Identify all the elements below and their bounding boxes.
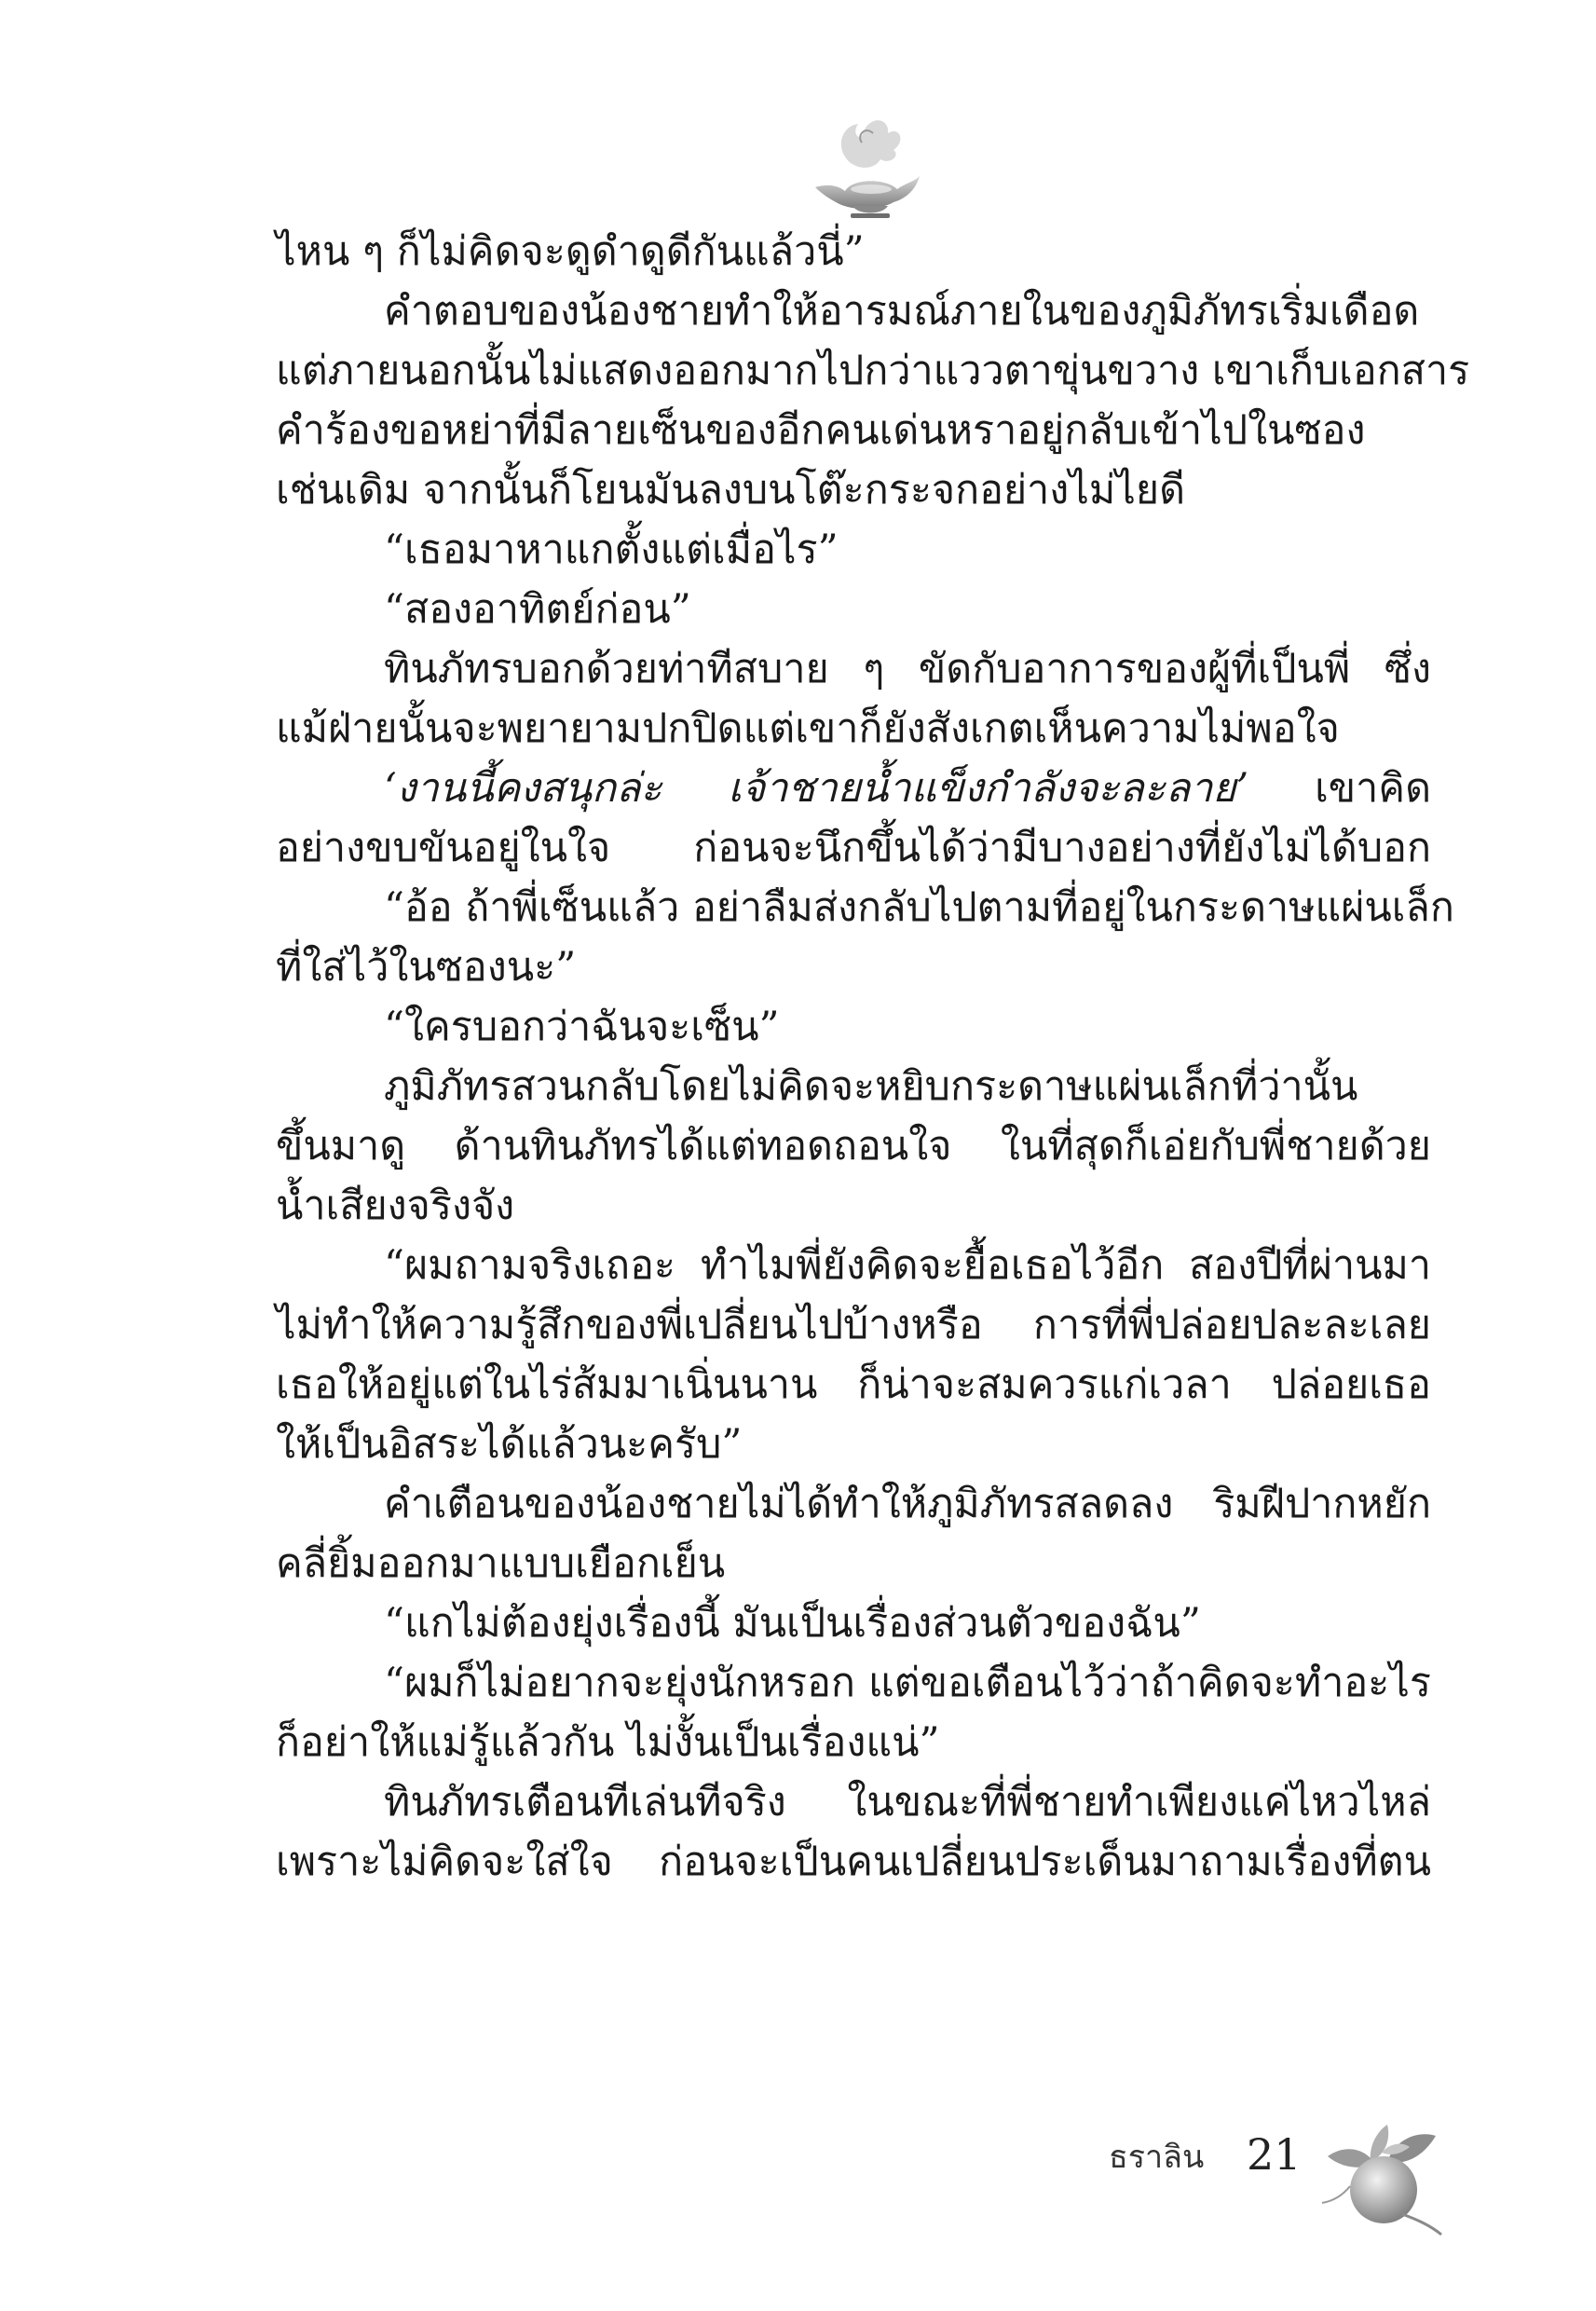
italic-thought: ‘งานนี้คงสนุกล่ะ เจ้าชายน้ำแข็งกำลังจะละลาย’ [384, 765, 1249, 812]
text-line: “ผมถามจริงเถอะ ทำไมพี่ยังคิดจะยื้อเธอไว้อีก สองปีที่ผ่านมา [384, 1242, 1431, 1289]
text-line: ทินภัทรเตือนทีเล่นทีจริง ในขณะที่พี่ชายทำเพียงแค่ไหวไหล่ [384, 1779, 1431, 1826]
text-line: เช่นเดิม จากนั้นก็โยนมันลงบนโต๊ะกระจกอย่างไม่ไยดี [276, 467, 1186, 513]
text-line: ขึ้นมาดู ด้านทินภัทรได้แต่ทอดถอนใจ ในที่สุดก็เอ่ยกับพี่ชายด้วย [276, 1123, 1431, 1169]
text-line: ก็อย่าให้แม่รู้แล้วกัน ไม่งั้นเป็นเรื่องแน่” [276, 1719, 940, 1766]
text-line: คลี่ยิ้มออกมาแบบเยือกเย็น [276, 1540, 726, 1587]
text-line: เพราะไม่คิดจะใส่ใจ ก่อนจะเป็นคนเปลี่ยนประเด็นมาถามเรื่องที่ตน [276, 1839, 1431, 1885]
text-line: เธอให้อยู่แต่ในไร่ส้มมาเนิ่นนาน ก็น่าจะสมควรแก่เวลา ปล่อยเธอ [276, 1361, 1431, 1408]
text-line: “เธอมาหาแกตั้งแต่เมื่อไร” [384, 526, 839, 573]
text-line: ภูมิภัทรสวนกลับโดยไม่คิดจะหยิบกระดาษแผ่นเล็กที่ว่านั้น [384, 1063, 1358, 1110]
text-line: ให้เป็นอิสระได้แล้วนะครับ” [276, 1421, 743, 1468]
text-line: ทินภัทรบอกด้วยท่าทีสบาย ๆ ขัดกับอาการของผู้ที่เป็นพี่ ซึ่ง [384, 646, 1431, 692]
text-line: แต่ภายนอกนั้นไม่แสดงออกมากไปกว่าแววตาขุ่นขวาง เขาเก็บเอกสาร [276, 348, 1470, 394]
text-line: “แกไม่ต้องยุ่งเรื่องนี้ มันเป็นเรื่องส่วนตัวของฉัน” [384, 1600, 1201, 1647]
author-name: ธราลิน [1109, 2139, 1205, 2176]
text-line [384, 759, 1431, 818]
text-line: ไหน ๆ ก็ไม่คิดจะดูดำดูดีกันแล้วนี่” [276, 228, 865, 275]
text-line: “ใครบอกว่าฉันจะเซ็น” [384, 1004, 780, 1050]
text-line: “อ้อ ถ้าพี่เซ็นแล้ว อย่าลืมส่งกลับไปตามที่อยู่ในกระดาษแผ่นเล็ก [384, 884, 1454, 931]
text-line: ที่ใส่ไว้ในซองนะ” [276, 944, 577, 991]
text-line: อย่างขบขันอยู่ในใจ ก่อนจะนึกขึ้นได้ว่ามีบางอย่างที่ยังไม่ได้บอก [276, 825, 1431, 871]
text-line: น้ำเสียงจริงจัง [276, 1183, 515, 1229]
text-line: คำร้องขอหย่าที่มีลายเซ็นของอีกคนเด่นหราอยู่กลับเข้าไปในซอง [276, 407, 1366, 454]
flower-ornament-icon [1309, 2115, 1449, 2236]
text-line: คำตอบของน้องชายทำให้อารมณ์ภายในของภูมิภัทรเริ่มเดือด [384, 288, 1420, 335]
text-line: “ผมก็ไม่อยากจะยุ่งนักหรอก แต่ขอเตือนไว้ว่าถ้าคิดจะทำอะไร [384, 1660, 1431, 1706]
page-footer [1071, 2115, 1463, 2236]
text-line: คำเตือนของน้องชายไม่ได้ทำให้ภูมิภัทรสลดลง ริมฝีปากหยัก [384, 1481, 1431, 1527]
text-line: “สองอาทิตย์ก่อน” [384, 586, 691, 633]
page-number: 21 [1247, 2129, 1302, 2180]
text-line: แม้ฝ่ายนั้นจะพยายามปกปิดแต่เขาก็ยังสังเกตเห็นความไม่พอใจ [276, 705, 1340, 752]
text-line: ไม่ทำให้ความรู้สึกของพี่เปลี่ยนไปบ้างหรือ การที่พี่ปล่อยปละละเลย [276, 1302, 1431, 1348]
genie-lamp-ornament-icon [797, 98, 927, 228]
text-tail: เขาคิด [1315, 765, 1431, 812]
